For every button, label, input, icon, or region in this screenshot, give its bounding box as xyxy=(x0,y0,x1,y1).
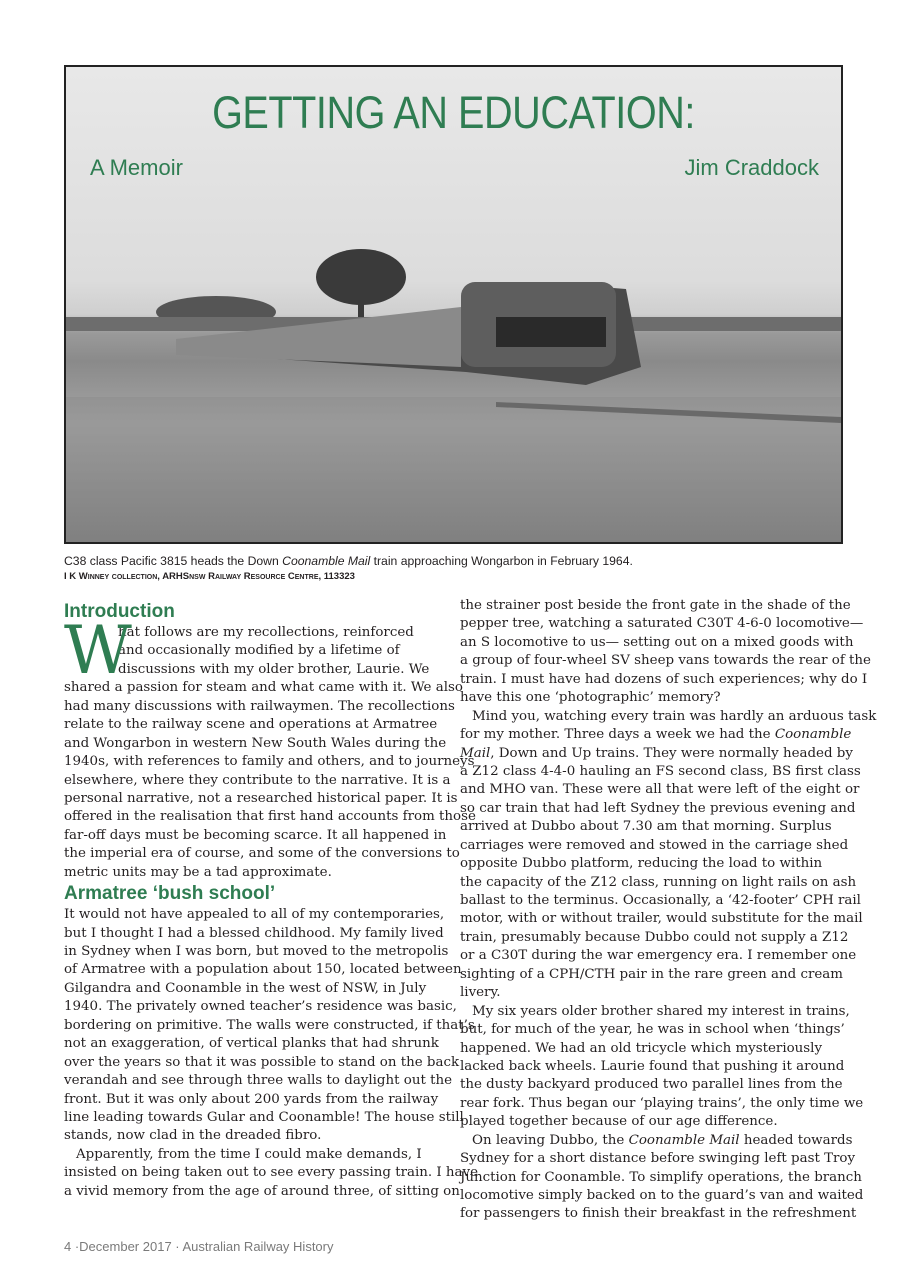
photo-credit: I K Winney collection, ARHSnsw Railway Resource Centre, 113323 xyxy=(64,571,355,582)
text-line: rear fork. Thus began our ‘playing trains’, the only time we xyxy=(460,1095,864,1111)
caption-text-end: train approaching Wongarbon in February 1964. xyxy=(370,554,633,568)
text-line: Mind you, watching every train was hardly an arduous task xyxy=(472,708,877,724)
text-line: the capacity of the Z12 class, running on light rails on ash xyxy=(460,874,857,890)
drop-cap: W xyxy=(64,612,132,689)
text-line: in Sydney when I was born, but moved to the metropolis xyxy=(64,944,449,959)
text-line: Gilgandra and Coonamble in the west of NSW, in July xyxy=(64,980,427,996)
page-footer: 4 ·December 2017 · Australian Railway History xyxy=(64,1239,334,1254)
article-title: GETTING AN EDUCATION: xyxy=(212,87,695,138)
text-line: the strainer post beside the front gate in the shade of the xyxy=(460,598,851,613)
text-line: happened. We had an old tricycle which mysteriously xyxy=(460,1040,823,1056)
caption-train-name: Coonamble Mail xyxy=(282,554,371,568)
paragraph xyxy=(460,1003,864,1132)
text-line: On leaving Dubbo, the Coonamble Mail headed towards xyxy=(472,1132,853,1148)
text-line: had many discussions with railwaymen. The recollections xyxy=(64,698,455,714)
italic-title: Mail xyxy=(460,745,491,761)
text-line: a group of four-wheel SV sheep vans towards the rear of the xyxy=(460,653,871,669)
text-line: but, for much of the year, he was in school when ‘things’ xyxy=(460,1022,845,1038)
text-line: metric units may be a tad approximate. xyxy=(64,864,332,880)
paragraph xyxy=(64,1146,479,1201)
section-heading: Introduction xyxy=(64,601,175,622)
italic-title: Coonamble xyxy=(774,727,852,743)
text-line: arrived at Dubbo about 7.30 am that morning. Surplus xyxy=(460,819,832,835)
paragraph xyxy=(460,597,871,708)
text-line: front. But it was only about 200 yards from the railway xyxy=(64,1091,439,1107)
text-line: so car train that had left Sydney the previous evening and xyxy=(460,800,856,816)
text-line: stands, now clad in the dreaded fibro. xyxy=(64,1128,322,1144)
text-line: an S locomotive to us— setting out on a mixed goods with xyxy=(460,634,854,650)
text-line: carriages were removed and stowed in the carriage shed xyxy=(460,837,849,853)
text-line: over the years so that it was possible to stand on the back xyxy=(64,1054,460,1070)
text-line: line leading towards Gular and Coonamble! The house still xyxy=(64,1109,464,1125)
paragraph xyxy=(460,708,877,1003)
text-line: sighting of a CPH/CTH pair in the rare green and cream xyxy=(460,966,843,982)
text-line: livery. xyxy=(460,985,501,1001)
text-line: opposite Dubbo platform, reducing the load to within xyxy=(460,856,823,872)
text-line: pepper tree, watching a saturated C30T 4-6-0 locomotive— xyxy=(460,616,864,632)
text-line: personal narrative, not a researched historical paper. It is xyxy=(64,790,458,806)
text-line: Junction for Coonamble. To simplify operations, the branch xyxy=(460,1169,862,1185)
text-line: but I thought I had a blessed childhood. My family lived xyxy=(64,925,444,941)
text-line: locomotive simply backed on to the guard’s van and waited xyxy=(460,1188,864,1203)
text-line: of Armatree with a population about 150, located between xyxy=(64,962,462,978)
text-line: for passengers to finish their breakfast in the refreshment xyxy=(460,1206,857,1222)
text-line: Sydney for a short distance before swinging left past Troy xyxy=(460,1151,856,1167)
text-line: elsewhere, where they contribute to the narrative. It is a xyxy=(64,772,451,788)
text-line: train. I must have had dozens of such experiences; why do I xyxy=(460,671,868,687)
photo-caption xyxy=(64,554,633,568)
text-line: train, presumably because Dubbo could not supply a Z12 xyxy=(460,929,849,945)
text-line: My six years older brother shared my interest in trains, xyxy=(472,1003,850,1019)
text-line: Apparently, from the time I could make demands, I xyxy=(76,1146,422,1162)
italic-title: Coonamble Mail xyxy=(628,1132,740,1148)
text-line: lacked back wheels. Laurie found that pushing it around xyxy=(460,1058,845,1074)
text-line: motor, with or without trailer, would substitute for the mail xyxy=(460,911,863,927)
paragraph xyxy=(64,906,475,1146)
text-line: and occasionally modified by a lifetime of xyxy=(118,643,400,659)
text-line: ballast to the terminus. Occasionally, a ‘42-footer’ CPH rail xyxy=(460,893,861,908)
text-line: and Wongarbon in western New South Wales during the xyxy=(64,735,447,751)
text-line: It would not have appealed to all of my contemporaries, xyxy=(64,907,445,923)
text-line: insisted on being taken out to see every passing train. I have xyxy=(64,1165,479,1181)
text-line: 1940s, with references to family and others, and to journeys xyxy=(64,754,475,770)
text-line: far-off days must be becoming scarce. It all happened in xyxy=(64,827,447,843)
header-photo xyxy=(64,65,843,544)
text-line: Mail, Down and Up trains. They were normally headed by xyxy=(460,745,853,761)
text-line: relate to the railway scene and operations at Armatree xyxy=(64,717,438,733)
text-line: discussions with my older brother, Laurie. We xyxy=(118,661,430,677)
article-author: Jim Craddock xyxy=(684,155,819,180)
text-line: hat follows are my recollections, reinforced xyxy=(118,625,414,640)
text-line: and MHO van. These were all that were left of the eight or xyxy=(460,782,860,798)
article-subtitle: A Memoir xyxy=(90,155,183,180)
text-line: verandah and see through three walls to daylight out the xyxy=(64,1073,453,1089)
text-line: the dusty backyard produced two parallel lines from the xyxy=(460,1077,843,1093)
text-line: played together because of our age difference. xyxy=(460,1114,778,1130)
text-line: have this one ‘photographic’ memory? xyxy=(460,690,721,706)
section-heading: Armatree ‘bush school’ xyxy=(64,883,276,905)
caption-text: C38 class Pacific 3815 heads the Down xyxy=(64,554,283,568)
text-line: 1940. The privately owned teacher’s residence was basic, xyxy=(64,999,457,1015)
text-line: a Z12 class 4-4-0 hauling an FS second class, BS first class xyxy=(460,763,861,779)
paragraph xyxy=(460,1132,864,1224)
text-line: bordering on primitive. The walls were constructed, if that’s xyxy=(64,1017,475,1033)
right-column xyxy=(460,597,877,1224)
text-line: not an exaggeration, of vertical planks that had shrunk xyxy=(64,1036,439,1052)
text-line: offered in the realisation that first hand accounts from those xyxy=(64,809,476,825)
text-line: for my mother. Three days a week we had the Coonamble xyxy=(460,727,852,743)
text-line: or a C30T during the war emergency era. I remember one xyxy=(460,948,857,964)
text-line: shared a passion for steam and what came with it. We also xyxy=(64,680,463,696)
text-line: the imperial era of course, and some of the conversions to xyxy=(64,846,460,862)
text-line: a vivid memory from the age of around three, of sitting on xyxy=(64,1183,460,1199)
